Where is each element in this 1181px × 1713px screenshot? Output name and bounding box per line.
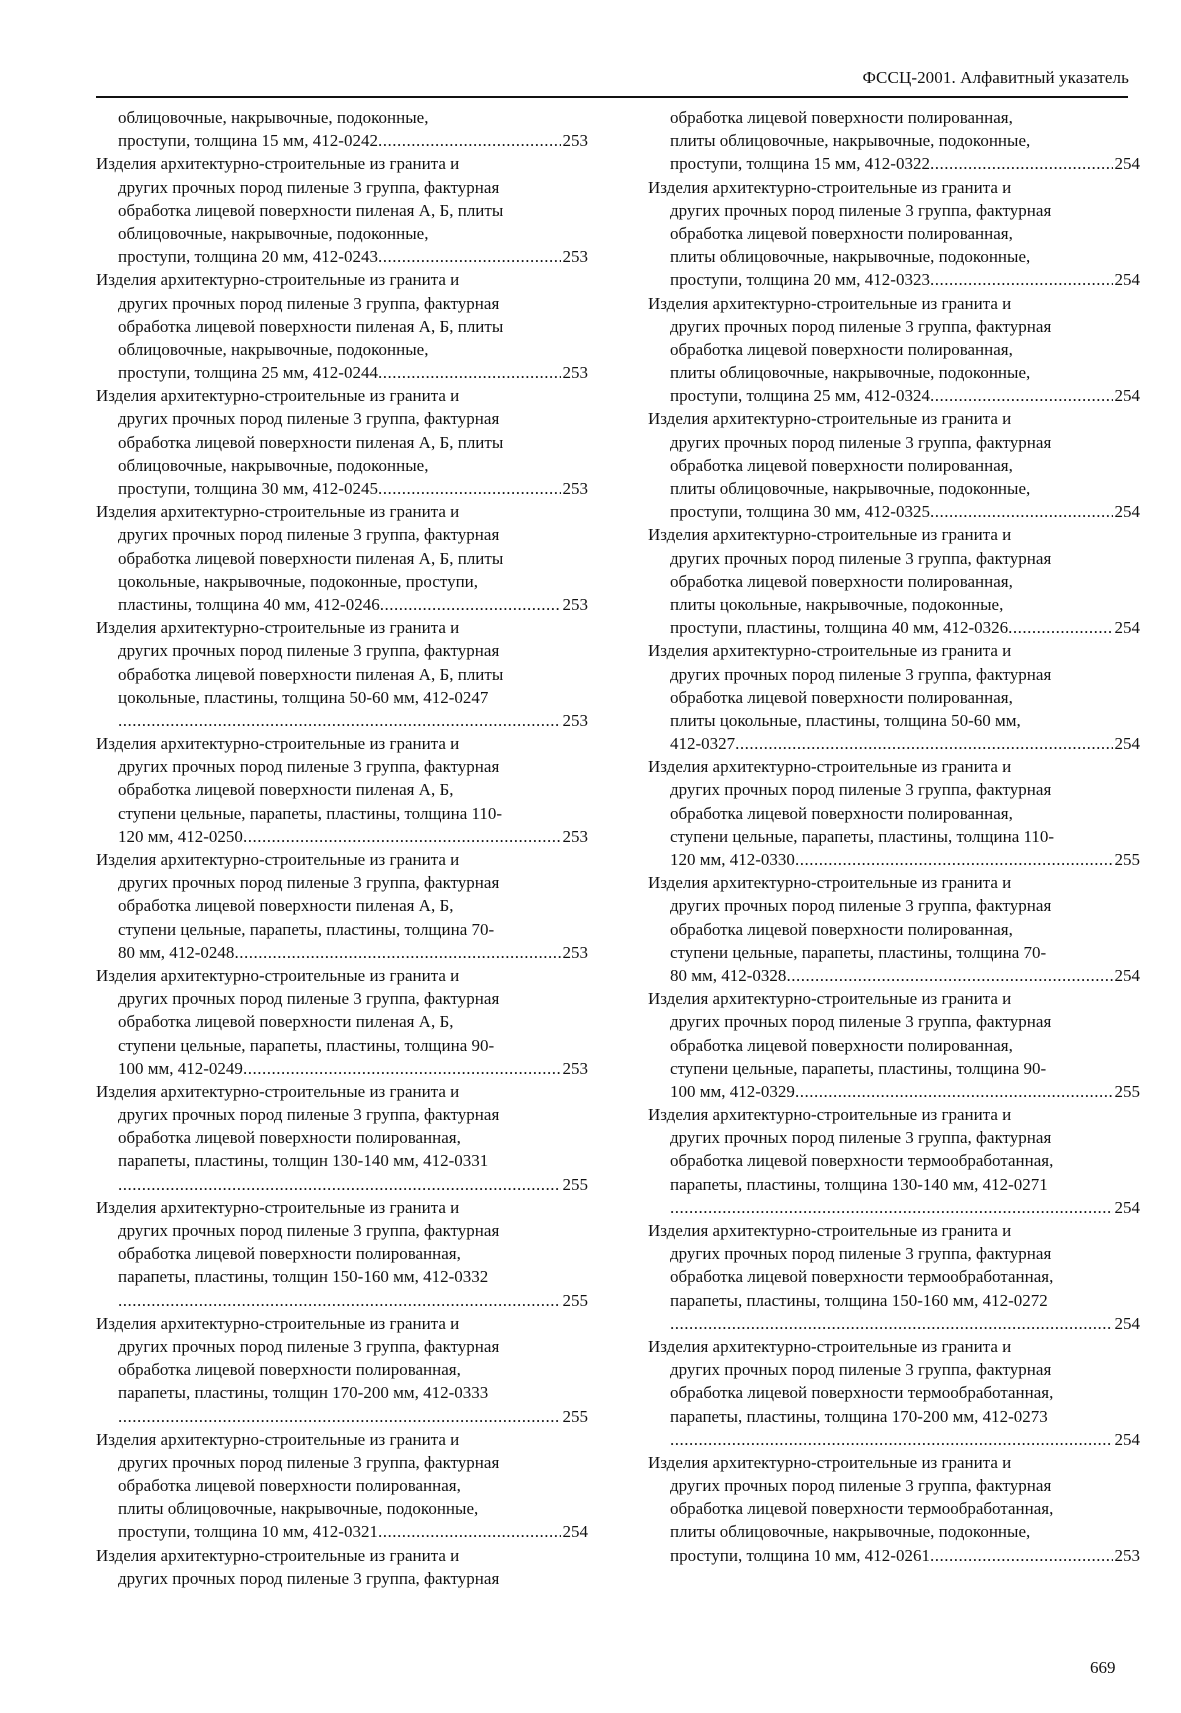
entry-leader-text: проступи, толщина 15 мм, 412-0242 xyxy=(118,131,378,151)
entry-line: плиты облицовочные, накрывочные, подоконные, xyxy=(670,247,1031,267)
entry-page-ref: 254 xyxy=(1114,386,1140,406)
dot-leader xyxy=(234,941,560,964)
entry-page-ref: 254 xyxy=(1114,1429,1140,1449)
entry-line: обработка лицевой поверхности полированная, xyxy=(118,1476,461,1496)
entry-leader-line xyxy=(96,825,588,848)
entry-line: плиты цокольные, накрывочные, подоконные, xyxy=(670,594,1004,614)
entry-line: ступени цельные, парапеты, пластины, толщина 90- xyxy=(118,1035,495,1055)
entry-line: обработка лицевой поверхности пиленая А, Б, плиты xyxy=(118,200,504,220)
entry-line: Изделия архитектурно-строительные из гранита и xyxy=(648,177,1012,197)
entry-leader-line xyxy=(648,268,1140,291)
entry-line: обработка лицевой поверхности полированная, xyxy=(118,1244,461,1264)
entry-line: обработка лицевой поверхности полированная, xyxy=(118,1360,461,1380)
index-entry xyxy=(96,616,588,732)
entry-leader-line xyxy=(96,593,588,616)
entry-page-ref: 254 xyxy=(562,1522,588,1542)
dot-leader xyxy=(795,1080,1113,1103)
entry-line: плиты облицовочные, накрывочные, подоконные, xyxy=(670,363,1031,383)
index-entry xyxy=(96,1544,588,1590)
dot-leader xyxy=(735,732,1112,755)
entry-line: обработка лицевой поверхности пиленая А, Б, плиты xyxy=(118,548,504,568)
entry-page-ref: 253 xyxy=(562,710,588,730)
entry-line: других прочных пород пиленые 3 группа, фактурная xyxy=(670,896,1052,916)
entry-line: обработка лицевой поверхности полированная, xyxy=(670,1035,1013,1055)
entry-line: других прочных пород пиленые 3 группа, фактурная xyxy=(118,1105,500,1125)
entry-line: других прочных пород пиленые 3 группа, фактурная xyxy=(670,780,1052,800)
dot-leader xyxy=(795,848,1113,871)
entry-leader-line xyxy=(648,1312,1140,1335)
entry-leader-line xyxy=(648,732,1140,755)
entry-line: Изделия архитектурно-строительные из гранита и xyxy=(648,1452,1012,1472)
entry-line: обработка лицевой поверхности пиленая А, Б, xyxy=(118,896,454,916)
entry-leader-line xyxy=(96,1289,588,1312)
entry-page-ref: 253 xyxy=(562,826,588,846)
index-entry xyxy=(648,1451,1140,1567)
entry-line: других прочных пород пиленые 3 группа, фактурная xyxy=(670,664,1052,684)
entry-leader-line xyxy=(96,709,588,732)
entry-line: других прочных пород пиленые 3 группа, фактурная xyxy=(118,1221,500,1240)
entry-line: парапеты, пластины, толщина 150-160 мм, 412-0272 xyxy=(670,1290,1048,1310)
entry-line: других прочных пород пиленые 3 группа, фактурная xyxy=(118,989,500,1009)
index-entry xyxy=(648,292,1140,408)
index-entry xyxy=(648,523,1140,639)
entry-leader-text: проступи, толщина 25 мм, 412-0244 xyxy=(118,363,378,383)
entry-leader-line xyxy=(96,941,588,964)
entry-line: Изделия архитектурно-строительные из гранита и xyxy=(96,270,460,290)
entry-leader-text: 100 мм, 412-0249 xyxy=(118,1058,243,1078)
entry-line: облицовочные, накрывочные, подоконные, xyxy=(118,108,429,127)
entry-line: плиты облицовочные, накрывочные, подоконные, xyxy=(670,1522,1031,1542)
entry-page-ref: 254 xyxy=(1114,618,1140,638)
index-entry xyxy=(648,407,1140,523)
entry-line: других прочных пород пиленые 3 группа, фактурная xyxy=(670,432,1052,452)
index-entry xyxy=(648,639,1140,755)
entry-leader-text: проступи, толщина 10 мм, 412-0321 xyxy=(118,1522,378,1542)
entry-line: ступени цельные, парапеты, пластины, толщина 110- xyxy=(118,803,503,823)
entry-line: парапеты, пластины, толщина 130-140 мм, 412-0271 xyxy=(670,1174,1048,1194)
entry-leader-text: 100 мм, 412-0329 xyxy=(670,1081,795,1101)
entry-line: других прочных пород пиленые 3 группа, фактурная xyxy=(118,1568,500,1588)
entry-line: обработка лицевой поверхности полированная, xyxy=(670,108,1013,127)
entry-line: Изделия архитектурно-строительные из гранита и xyxy=(648,1221,1012,1240)
dot-leader xyxy=(786,964,1112,987)
index-entry xyxy=(648,1219,1140,1335)
entry-page-ref: 254 xyxy=(1114,1313,1140,1333)
entry-line: Изделия архитектурно-строительные из гранита и xyxy=(648,757,1012,777)
entry-line: других прочных пород пилeные 3 группа, фактурная xyxy=(670,1476,1052,1496)
entry-line: других прочных пород пиленые 3 группа, фактурная xyxy=(670,1360,1052,1380)
entry-line: других прочных пород пиленые 3 группа, фактурная xyxy=(118,757,500,777)
entry-leader-text: проступи, толщина 10 мм, 412-0261 xyxy=(670,1545,930,1565)
entry-page-ref: 255 xyxy=(562,1290,588,1310)
dot-leader xyxy=(378,129,561,152)
entry-leader-line xyxy=(96,245,588,268)
entry-line: обработка лицевой поверхности полированная, xyxy=(670,687,1013,707)
entry-line: обработка лицевой поверхности пиленая А, Б, xyxy=(118,780,454,800)
entry-page-ref: 254 xyxy=(1114,270,1140,290)
entry-line: облицовочные, накрывочные, подоконные, xyxy=(118,223,429,243)
entry-line: парапеты, пластины, толщин 130-140 мм, 412-0331 xyxy=(118,1151,489,1171)
entry-page-ref: 253 xyxy=(562,363,588,383)
dot-leader xyxy=(670,1196,1113,1219)
entry-page-ref: 253 xyxy=(562,479,588,498)
dot-leader xyxy=(118,1173,561,1196)
entry-line: других прочных пород пиленые 3 группа, фактурная xyxy=(118,293,500,313)
entry-leader-line xyxy=(648,964,1140,987)
dot-leader xyxy=(930,384,1113,407)
index-entry xyxy=(96,1196,588,1312)
entry-line: обработка лицевой поверхности полированная, xyxy=(670,919,1013,939)
entry-leader-line xyxy=(96,1057,588,1080)
dot-leader xyxy=(378,361,561,384)
entry-leader-text: 412-0327 xyxy=(670,734,736,754)
dot-leader xyxy=(243,825,561,848)
entry-page-ref: 254 xyxy=(1114,502,1140,522)
entry-page-ref: 254 xyxy=(1114,1197,1140,1217)
entry-line: Изделия архитектурно-строительные из гранита и xyxy=(96,618,460,638)
entry-line: обработка лицевой поверхности пиленая А, Б, плиты xyxy=(118,316,504,336)
entry-line: других прочных пород пиленые 3 группа, фактурная xyxy=(670,200,1052,220)
entry-line: Изделия архитектурно-строительные из гранита и xyxy=(648,409,1012,429)
entry-leader-line xyxy=(648,848,1140,871)
entry-line: других прочных пород пиленые 3 группа, фактурная xyxy=(670,1012,1052,1032)
entry-line: Изделия архитектурно-строительные из гранита и xyxy=(648,293,1012,313)
entry-leader-line xyxy=(96,361,588,384)
entry-line: других прочных пород пиленые 3 группа, фактурная xyxy=(670,1128,1052,1148)
index-entry xyxy=(96,152,588,268)
entry-line: плиты облицовочные, накрывочные, подоконные, xyxy=(670,479,1031,498)
entry-line: Изделия архитектурно-строительные из гранита и xyxy=(96,965,460,985)
dot-leader xyxy=(930,1544,1113,1567)
index-column-right xyxy=(648,106,1140,1567)
entry-page-ref: 253 xyxy=(562,247,588,267)
index-entry xyxy=(96,732,588,848)
index-entry xyxy=(96,1428,588,1544)
index-entry xyxy=(648,106,1140,176)
entry-line: обработка лицевой поверхности полированная, xyxy=(670,223,1013,243)
entry-leader-text: проступи, толщина 30 мм, 412-0245 xyxy=(118,479,378,498)
entry-leader-line xyxy=(648,1428,1140,1451)
entry-line: облицовочные, накрывочные, подоконные, xyxy=(118,339,429,359)
entry-leader-line xyxy=(648,1080,1140,1103)
entry-page-ref: 255 xyxy=(562,1406,588,1426)
entry-leader-line xyxy=(96,477,588,500)
entry-leader-line xyxy=(96,129,588,152)
entry-page-ref: 253 xyxy=(562,594,588,614)
entry-line: Изделия архитектурно-строительные из гранита и xyxy=(648,641,1012,661)
index-entry xyxy=(96,384,588,500)
entry-line: плиты цокольные, пластины, толщина 50-60 мм, xyxy=(670,710,1021,730)
entry-page-ref: 253 xyxy=(562,942,588,962)
page-header: ФССЦ-2001. Алфавитный указатель xyxy=(862,68,1129,87)
index-column-left xyxy=(96,106,588,1590)
entry-line: Изделия архитектурно-строительные из гранита и xyxy=(648,1336,1012,1356)
entry-line: других прочных пород пиленые 3 группа, фактурная xyxy=(118,177,500,197)
entry-line: обработка лицевой поверхности полированная, xyxy=(118,1128,461,1148)
entry-line: других прочных пород пиленые 3 группа, фактурная xyxy=(118,641,500,661)
entry-leader-text: 80 мм, 412-0328 xyxy=(670,965,787,985)
entry-line: ступени цельные, парапеты, пластины, толщина 110- xyxy=(670,826,1055,846)
entry-line: Изделия архитектурно-строительные из гранита и xyxy=(96,1429,460,1449)
entry-line: парапеты, пластины, толщин 170-200 мм, 412-0333 xyxy=(118,1383,489,1403)
dot-leader xyxy=(670,1312,1113,1335)
entry-page-ref: 254 xyxy=(1114,734,1140,754)
entry-line: других прочных пород пиленые 3 группа, фактурная xyxy=(670,1244,1052,1264)
entry-line: обработка лицевой поверхности термообработанная, xyxy=(670,1267,1054,1287)
entry-line: плиты облицовочные, накрывочные, подоконные, xyxy=(670,131,1031,151)
header-rule xyxy=(96,96,1128,98)
entry-line: Изделия архитектурно-строительные из гранита и xyxy=(96,850,460,869)
dot-leader xyxy=(930,152,1113,175)
entry-page-ref: 253 xyxy=(1114,1545,1140,1565)
entry-line: обработка лицевой поверхности термообработанная, xyxy=(670,1151,1054,1171)
entry-line: других прочных пород пиленые 3 группа, фактурная xyxy=(118,873,500,893)
entry-page-ref: 254 xyxy=(1114,154,1140,174)
entry-page-ref: 255 xyxy=(562,1174,588,1194)
entry-leader-text: 120 мм, 412-0250 xyxy=(118,826,243,846)
entry-leader-text: проступи, толщина 20 мм, 412-0243 xyxy=(118,247,378,267)
entry-line: плиты облицовочные, накрывочные, подоконные, xyxy=(118,1499,479,1519)
index-entry xyxy=(648,987,1140,1103)
entry-line: других прочных пород пиленые 3 группа, фактурная xyxy=(670,316,1052,336)
index-entry xyxy=(96,1080,588,1196)
entry-line: парапеты, пластины, толщин 150-160 мм, 412-0332 xyxy=(118,1267,489,1287)
dot-leader xyxy=(118,1289,561,1312)
index-entry xyxy=(96,500,588,616)
entry-line: Изделия архитектурно-строительные из гранита и xyxy=(648,873,1012,893)
dot-leader xyxy=(118,709,561,732)
entry-leader-line xyxy=(648,152,1140,175)
entry-line: ступени цельные, парапеты, пластины, толщина 70- xyxy=(670,942,1047,962)
entry-line: Изделия архитектурно-строительные из гранита и xyxy=(96,1197,460,1217)
entry-page-ref: 253 xyxy=(562,131,588,151)
entry-leader-text: 80 мм, 412-0248 xyxy=(118,942,235,962)
entry-leader-text: проступи, пластины, толщина 40 мм, 412-0326 xyxy=(670,618,1009,638)
index-entry xyxy=(96,964,588,1080)
index-entry xyxy=(96,1312,588,1428)
entry-leader-line xyxy=(648,384,1140,407)
entry-line: Изделия архитектурно-строительные из гранита и xyxy=(648,989,1012,1009)
entry-page-ref: 254 xyxy=(1114,965,1140,985)
entry-leader-text: пластины, толщина 40 мм, 412-0246 xyxy=(118,594,380,614)
entry-line: обработка лицевой поверхности полированная, xyxy=(670,455,1013,475)
entry-line: других прочных пород пиленые 3 группа, фактурная xyxy=(670,548,1052,568)
entry-line: обработка лицевой поверхности полированная, xyxy=(670,803,1013,823)
entry-leader-line xyxy=(96,1520,588,1543)
index-entry xyxy=(96,848,588,964)
index-entry xyxy=(96,106,588,152)
entry-line: облицовочные, накрывочные, подоконные, xyxy=(118,455,429,475)
entry-line: обработка лицевой поверхности пиленая А, Б, плиты xyxy=(118,432,504,452)
entry-line: парапеты, пластины, толщина 170-200 мм, 412-0273 xyxy=(670,1406,1048,1426)
index-entry xyxy=(648,755,1140,871)
page-number: 669 xyxy=(1090,1658,1116,1677)
entry-leader-line xyxy=(648,500,1140,523)
entry-page-ref: 255 xyxy=(1114,850,1140,869)
index-entry xyxy=(648,176,1140,292)
entry-line: цокольные, накрывочные, подоконные, проступи, xyxy=(118,571,479,591)
entry-line: Изделия архитектурно-строительные из гранита и xyxy=(96,154,460,174)
entry-leader-line xyxy=(648,616,1140,639)
entry-page-ref: 253 xyxy=(562,1058,588,1078)
entry-line: ступени цельные, парапеты, пластины, толщина 90- xyxy=(670,1058,1047,1078)
entry-line: Изделия архитектурно-строительные из гранита и xyxy=(648,525,1012,545)
dot-leader xyxy=(378,245,561,268)
dot-leader xyxy=(243,1057,561,1080)
entry-line: обработка лицевой поверхности термообработанная, xyxy=(670,1383,1054,1403)
entry-leader-line xyxy=(96,1405,588,1428)
entry-line: Изделия архитектурно-строительные из гранита и xyxy=(96,1081,460,1101)
entry-line: других прочных пород пиленые 3 группа, фактурная xyxy=(118,1336,500,1356)
dot-leader xyxy=(378,1520,561,1543)
entry-line: других прочных пород пиленые 3 группа, фактурная xyxy=(118,525,500,545)
index-entry xyxy=(96,268,588,384)
entry-leader-text: проступи, толщина 15 мм, 412-0322 xyxy=(670,154,930,174)
dot-leader xyxy=(1008,616,1112,639)
entry-line: Изделия архитектурно-строительные из гранита и xyxy=(96,386,460,406)
index-entry xyxy=(648,1103,1140,1219)
dot-leader xyxy=(378,477,561,500)
entry-line: обработка лицевой поверхности полированная, xyxy=(670,571,1013,591)
entry-line: цокольные, пластины, толщина 50-60 мм, 412-0247 xyxy=(118,687,489,707)
entry-line: Изделия архитектурно-строительные из гранита и xyxy=(96,1545,460,1565)
entry-line: Изделия архитектурно-строительные из гранита и xyxy=(96,1313,460,1333)
entry-line: Изделия архитектурно-строительные из гранита и xyxy=(96,734,460,754)
entry-leader-line xyxy=(96,1173,588,1196)
entry-leader-line xyxy=(648,1196,1140,1219)
dot-leader xyxy=(930,268,1113,291)
dot-leader xyxy=(118,1405,561,1428)
entry-leader-text: проступи, толщина 20 мм, 412-0323 xyxy=(670,270,930,290)
entry-line: других прочных пород пиленые 3 группа, фактурная xyxy=(118,409,500,429)
entry-leader-line xyxy=(648,1544,1140,1567)
index-entry xyxy=(648,871,1140,987)
entry-leader-text: проступи, толщина 30 мм, 412-0325 xyxy=(670,502,930,522)
entry-page-ref: 255 xyxy=(1114,1081,1140,1101)
entry-line: обработка лицевой поверхности пиленая А, Б, xyxy=(118,1012,454,1032)
entry-leader-text: проступи, толщина 25 мм, 412-0324 xyxy=(670,386,930,406)
dot-leader xyxy=(670,1428,1113,1451)
entry-line: Изделия архитектурно-строительные из гранита и xyxy=(648,1105,1012,1125)
entry-leader-text: 120 мм, 412-0330 xyxy=(670,850,795,869)
entry-line: других прочных пород пиленые 3 группа, фактурная xyxy=(118,1452,500,1472)
entry-line: обработка лицевой поверхности термообработанная, xyxy=(670,1499,1054,1519)
entry-line: обработка лицевой поверхности полированная, xyxy=(670,339,1013,359)
entry-line: ступени цельные, парапеты, пластины, толщина 70- xyxy=(118,919,495,939)
dot-leader xyxy=(930,500,1113,523)
entry-line: Изделия архитектурно-строительные из гранита и xyxy=(96,502,460,522)
index-entry xyxy=(648,1335,1140,1451)
dot-leader xyxy=(380,593,561,616)
entry-line: обработка лицевой поверхности пиленая А, Б, плиты xyxy=(118,664,504,684)
